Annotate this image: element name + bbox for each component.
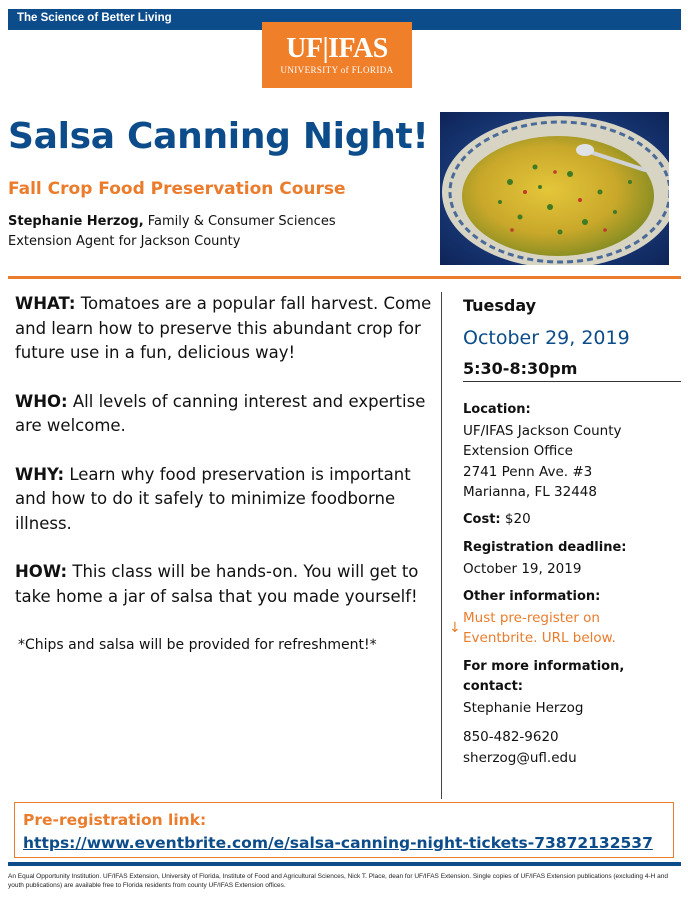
other-info-line: Must pre-register on	[463, 609, 600, 626]
other-info-label: Other information:	[463, 589, 601, 604]
event-time: 5:30-8:30pm	[463, 359, 681, 382]
salsa-bowl-photo	[440, 112, 669, 265]
location-line: 2741 Penn Ave. #3	[463, 463, 593, 480]
orange-divider	[8, 276, 681, 279]
logo-sub-text: UNIVERSITY of FLORIDA	[280, 65, 394, 75]
registration-label: Pre-registration link:	[23, 811, 207, 829]
page-title: Salsa Canning Night!	[8, 116, 429, 157]
contact-email: sherzog@ufl.edu	[463, 749, 577, 766]
who-label: WHO:	[15, 391, 68, 411]
registration-box	[14, 802, 674, 858]
deadline-label: Registration deadline:	[463, 540, 627, 555]
salsa-bowl-illustration	[440, 112, 669, 265]
contact-name: Stephanie Herzog	[463, 699, 584, 716]
location-line: UF/IFAS Jackson County	[463, 422, 622, 439]
blue-divider	[8, 862, 681, 866]
author-role-line2: Extension Agent for Jackson County	[8, 234, 241, 249]
what-text: Tomatoes are a popular fall harvest. Come and learn how to preserve this abundant crop for future use in a fun, delicious way!	[15, 294, 432, 362]
deadline-value: October 19, 2019	[463, 560, 582, 577]
what-label: WHAT:	[15, 294, 76, 313]
event-description	[15, 292, 435, 658]
contact-label: For more information,	[463, 658, 625, 674]
column-divider	[441, 292, 442, 799]
event-day: Tuesday	[463, 296, 537, 315]
cost-value: $20	[500, 510, 531, 527]
location-label: Location:	[463, 402, 531, 417]
footer-disclaimer: An Equal Opportunity Institution. UF/IFAS Extension, University of Florida, Institute of Food and Agricultural Sciences, Nick T. Place, dean for UF/IFAS Extension. Single copies of UF/IFAS Extension publications (excluding 4-H and youth publications) are available free to Florida residents from county UF/IFAS Extension offices.	[8, 873, 668, 889]
down-arrow-icon: ↓	[449, 620, 461, 636]
logo-main-text: UF|IFAS	[286, 33, 388, 64]
how-text: This class will be hands-on. You will get to take home a jar of salsa that you made yourself!	[15, 562, 419, 606]
who-paragraph	[15, 390, 435, 439]
contact-phone: 850-482-9620	[463, 729, 559, 745]
event-info-column	[463, 296, 681, 768]
contact-label: contact:	[463, 679, 523, 694]
how-paragraph	[15, 560, 435, 609]
author-block	[8, 212, 336, 252]
refreshment-note: *Chips and salsa will be provided for refreshment!*	[18, 637, 377, 653]
location-block	[463, 400, 681, 503]
uf-ifas-logo	[262, 22, 412, 88]
deadline-block	[463, 538, 681, 579]
other-info-block	[463, 587, 681, 649]
how-label: HOW:	[15, 562, 68, 581]
header-tagline: The Science of Better Living	[17, 12, 172, 24]
event-date: October 29, 2019	[463, 327, 630, 349]
page-subtitle: Fall Crop Food Preservation Course	[8, 179, 346, 199]
who-text: All levels of canning interest and expertise are welcome.	[15, 391, 426, 435]
why-text: Learn why food preservation is important and how to do it safely to minimize foodborne illness.	[15, 464, 411, 533]
cost-block	[463, 509, 681, 531]
why-paragraph	[15, 463, 435, 537]
location-line: Extension Office	[463, 443, 573, 459]
author-role-line1: Family & Consumer Sciences	[143, 214, 336, 229]
cost-label: Cost:	[463, 511, 501, 527]
location-line: Marianna, FL 32448	[463, 484, 597, 500]
why-label: WHY:	[15, 464, 65, 484]
registration-link[interactable]: https://www.eventbrite.com/e/salsa-canning-night-tickets-73872132537	[23, 834, 653, 852]
what-paragraph	[15, 292, 435, 366]
other-info-line: Eventbrite. URL below.	[463, 630, 616, 646]
author-name: Stephanie Herzog,	[8, 214, 144, 229]
contact-block	[463, 657, 681, 769]
